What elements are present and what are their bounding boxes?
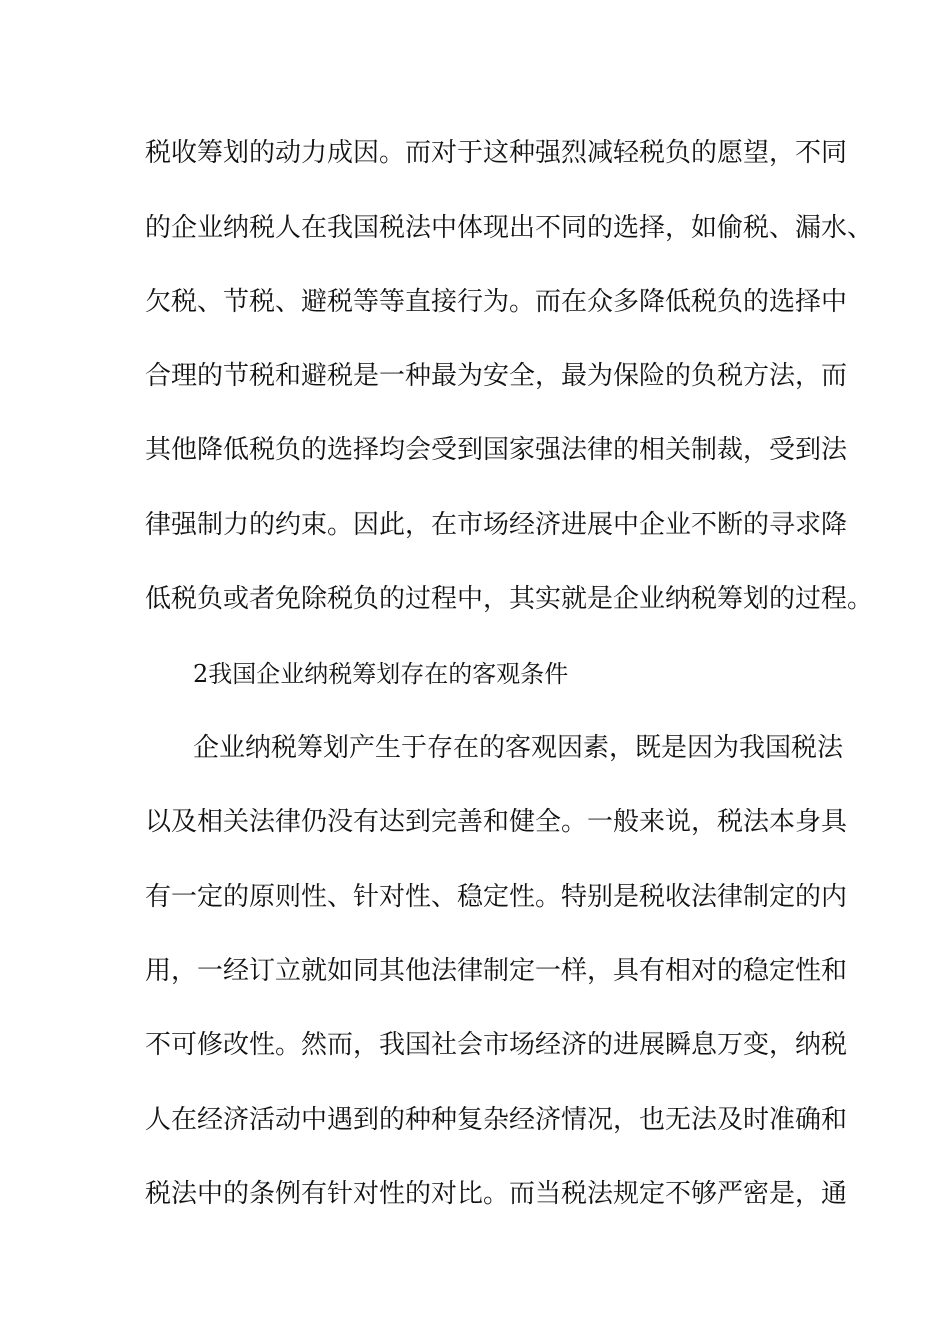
text-line: 人在经济活动中遇到的种种复杂经济情况，也无法及时准确和: [145, 1105, 848, 1135]
text-line: 律强制力的约束。因此，在市场经济进展中企业不断的寻求降: [145, 510, 848, 540]
section-heading: 2我国企业纳税筹划存在的客观条件: [193, 660, 569, 688]
text-line: 的企业纳税人在我国税法中体现出不同的选择，如偷税、漏水、: [145, 213, 874, 243]
text-line: 有一定的原则性、针对性、稳定性。特别是税收法律制定的内: [145, 882, 848, 912]
text-line: 合理的节税和避税是一种最为安全，最为保险的负税方法，而: [145, 361, 848, 391]
text-line: 税法中的条例有针对性的对比。而当税法规定不够严密是，通: [145, 1179, 848, 1209]
text-line: 其他降低税负的选择均会受到国家强法律的相关制裁，受到法: [145, 435, 848, 465]
text-line: 企业纳税筹划产生于存在的客观因素，既是因为我国税法: [193, 733, 844, 763]
text-line: 以及相关法律仍没有达到完善和健全。一般来说，税法本身具: [145, 807, 848, 837]
text-line: 不可修改性。然而，我国社会市场经济的进展瞬息万变，纳税: [145, 1030, 848, 1060]
text-line: 税收筹划的动力成因。而对于这种强烈减轻税负的愿望，不同: [145, 138, 848, 168]
text-line: 欠税、节税、避税等等直接行为。而在众多降低税负的选择中: [145, 287, 848, 317]
text-line: 低税负或者免除税负的过程中，其实就是企业纳税筹划的过程。: [145, 584, 874, 614]
text-line: 用，一经订立就如同其他法律制定一样，具有相对的稳定性和: [145, 956, 848, 986]
